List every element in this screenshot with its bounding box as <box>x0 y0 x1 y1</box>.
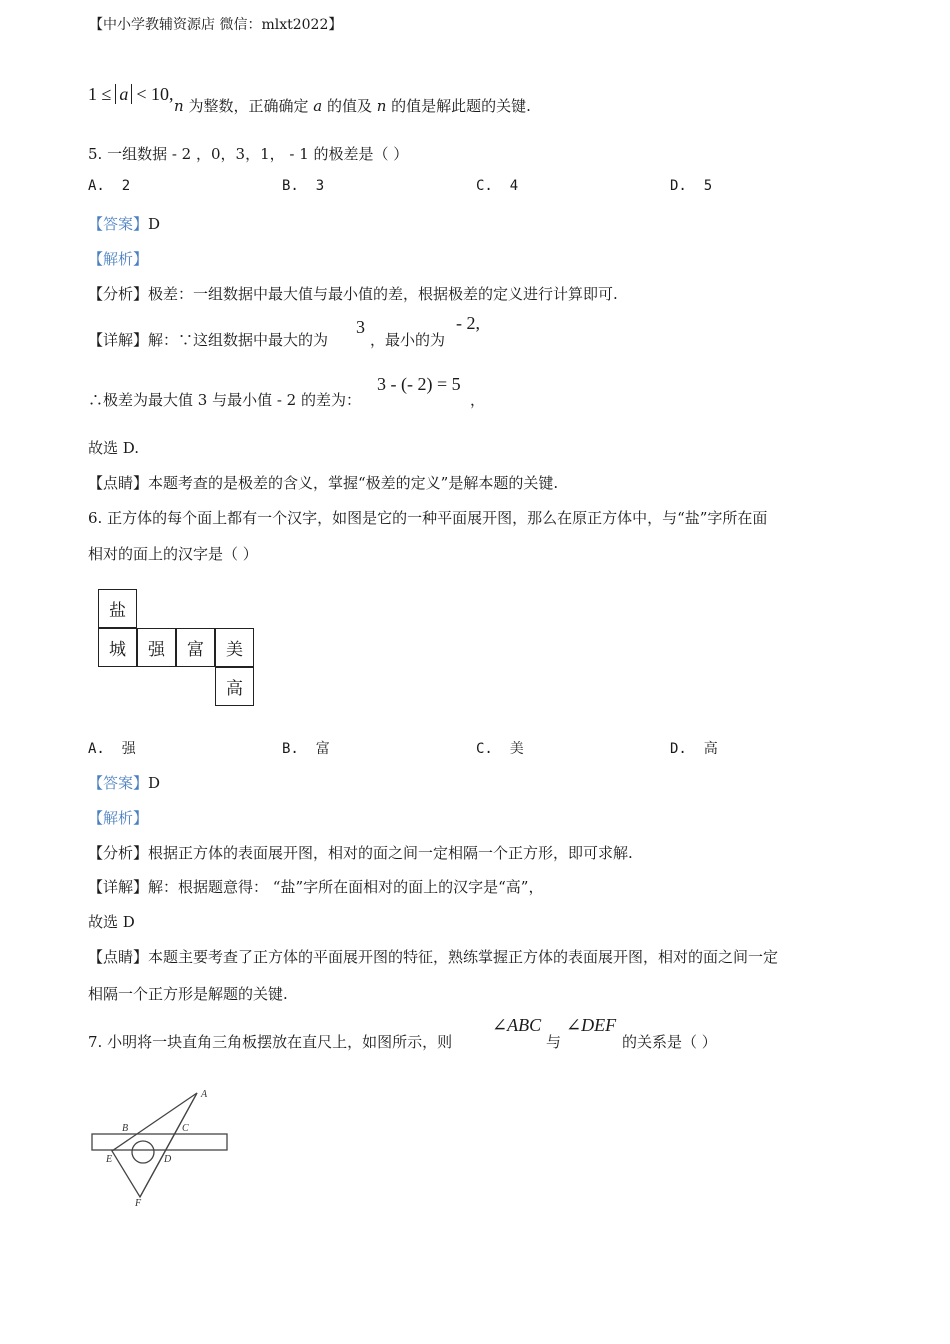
q5-max-value: 3 <box>356 317 365 337</box>
opt-text: 3 <box>315 178 325 194</box>
q5-jiexi: 【解析】 <box>88 250 149 268</box>
label-e: E <box>106 1154 113 1165</box>
detail-tag: 【详解】 <box>88 331 149 349</box>
abs-bar-left <box>115 84 128 104</box>
opt-label: A. <box>88 741 105 757</box>
net-cell-row-2: 强 <box>137 628 176 667</box>
q7-angle-abc: ∠ABC <box>492 1015 542 1035</box>
comment-text: 本题考查的是极差的含义，掌握“极差的定义”是解本题的关键. <box>148 474 559 492</box>
detail-text: 解：根据题意得： “盐”字所在面相对的面上的汉字是“高”， <box>148 878 544 896</box>
opt-text: 强 <box>121 741 136 757</box>
q6-detail <box>88 876 543 897</box>
opt-text: 2 <box>121 178 131 194</box>
triangle-outer <box>112 1093 197 1197</box>
opt-text: 富 <box>315 741 330 757</box>
q6-conclusion: 故选 D <box>88 913 135 931</box>
q5-detail <box>88 329 328 350</box>
net-cell-row-4: 美 <box>215 628 254 667</box>
analysis-tag: 【分析】 <box>88 844 149 862</box>
prev-tail-text <box>174 95 531 116</box>
q5-range-line: ∴极差为最大值 3 与最小值 - 2 的差为： <box>88 391 361 409</box>
comment-text: 本题主要考查了正方体的平面展开图的特征，熟练掌握正方体的表面展开图，相对的面之间一定 <box>148 948 779 966</box>
q5-range-comma: ， <box>470 391 486 409</box>
net-cell-bottom: 高 <box>215 667 254 706</box>
var-a: a <box>313 97 323 115</box>
q5-option-a <box>88 178 130 194</box>
q5-range-equation: 3 - (- 2) = 5 <box>377 374 461 394</box>
opt-label: D. <box>670 178 687 194</box>
net-cell-row-3: 富 <box>176 628 215 667</box>
q6-analysis <box>88 842 633 863</box>
q6-stem-line2: 相对的面上的汉字是（ ） <box>88 545 258 563</box>
net-cell-row-1: 城 <box>98 628 137 667</box>
label-b: B <box>122 1123 129 1134</box>
triangle-hypotenuse <box>140 1093 197 1197</box>
q6-option-d <box>670 738 718 758</box>
tail-text-1: 为整数，正确确定 <box>183 97 314 115</box>
var-n: n <box>174 97 184 115</box>
label-f: F <box>135 1198 142 1209</box>
q5-stem: 5. 一组数据 - 2 ，0，3，1， - 1 的极差是（ ） <box>88 145 409 163</box>
math-suffix: < 10, <box>136 84 174 104</box>
q6-option-a <box>88 738 136 758</box>
abs-var: a <box>119 84 129 104</box>
q6-comment-line2: 相隔一个正方形是解题的关键. <box>88 985 288 1003</box>
comment-tag: 【点睛】 <box>88 474 149 492</box>
answer-tag: 【答案】 <box>88 774 149 792</box>
page-header: 【中小学教辅资源店 微信：mlxt2022】 <box>89 17 343 33</box>
triangle-hole <box>132 1141 154 1163</box>
answer-value: D <box>148 774 161 792</box>
analysis-text: 根据正方体的表面展开图，相对的面之间一定相隔一个正方形，即可求解. <box>148 844 633 862</box>
analysis-text: 极差：一组数据中最大值与最小值的差，根据极差的定义进行计算即可. <box>148 285 618 303</box>
opt-label: B. <box>282 178 299 194</box>
detail-text-1: 解：∵这组数据中最大的为 <box>148 331 329 349</box>
q7-stem-part3: 的关系是（ ） <box>622 1033 717 1051</box>
opt-label: C. <box>476 741 493 757</box>
math-inequality <box>88 84 174 105</box>
q5-detail-text-2: ，最小的为 <box>370 331 446 349</box>
q7-angle-def: ∠DEF <box>566 1015 617 1035</box>
q5-answer <box>88 213 160 234</box>
q6-jiexi: 【解析】 <box>88 809 149 827</box>
q5-analysis <box>88 283 618 304</box>
q6-option-b <box>282 738 330 758</box>
net-cell-top: 盐 <box>98 589 137 628</box>
label-d: D <box>164 1154 172 1165</box>
answer-value: D <box>148 215 161 233</box>
q6-stem-line1: 6. 正方体的每个面上都有一个汉字，如图是它的一种平面展开图，那么在原正方体中，与“盐”字所在面 <box>88 509 768 527</box>
comment-tag: 【点睛】 <box>88 948 149 966</box>
q5-comment <box>88 472 558 493</box>
analysis-tag: 【分析】 <box>88 285 149 303</box>
tail-text-2: 的值及 <box>322 97 377 115</box>
q5-option-b <box>282 178 324 194</box>
q7-stem-part1: 7. 小明将一块直角三角板摆放在直尺上，如图所示，则 <box>88 1033 453 1051</box>
answer-tag: 【答案】 <box>88 215 149 233</box>
q6-comment-line1 <box>88 946 778 967</box>
opt-label: A. <box>88 178 105 194</box>
label-a: A <box>201 1089 208 1100</box>
q5-conclusion: 故选 D. <box>88 439 140 457</box>
math-prefix: 1 ≤ <box>88 84 112 104</box>
cube-net-figure <box>98 589 258 709</box>
opt-text: 美 <box>509 741 524 757</box>
q6-option-c <box>476 738 524 758</box>
abs-bar-right <box>131 84 132 104</box>
opt-label: C. <box>476 178 493 194</box>
q7-stem-part2: 与 <box>546 1033 562 1051</box>
opt-text: 5 <box>703 178 713 194</box>
q5-option-d <box>670 178 712 194</box>
ruler-triangle-figure <box>86 1082 236 1210</box>
opt-text: 4 <box>509 178 519 194</box>
q5-option-c <box>476 178 518 194</box>
ruler-rect <box>92 1134 227 1150</box>
q5-min-value: - 2, <box>456 313 480 333</box>
opt-label: D. <box>670 741 687 757</box>
opt-text: 高 <box>703 741 718 757</box>
label-c: C <box>182 1123 189 1134</box>
opt-label: B. <box>282 741 299 757</box>
tail-text-3: 的值是解此题的关键. <box>386 97 531 115</box>
var-n2: n <box>376 97 387 115</box>
detail-tag: 【详解】 <box>88 878 149 896</box>
q6-answer <box>88 772 160 793</box>
